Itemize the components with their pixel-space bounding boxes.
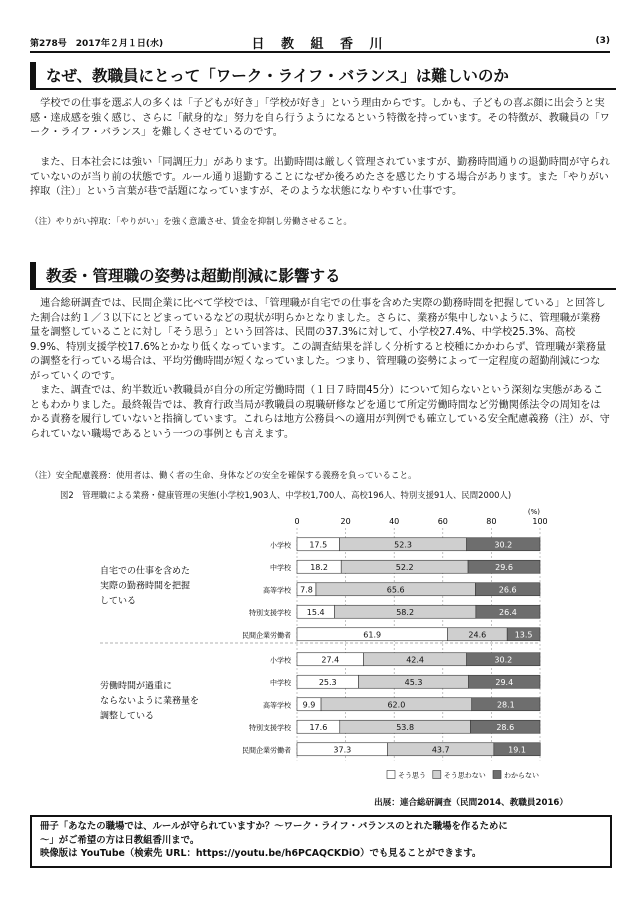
legend-label: そう思わない — [443, 771, 486, 780]
category-label: 特別支援学校 — [249, 723, 291, 732]
data-label: 7.8 — [300, 585, 313, 595]
newspaper-title: 日 教 組 香 川 — [251, 37, 389, 52]
group-label: 調整している — [100, 711, 155, 722]
category-label: 高等学校 — [263, 701, 291, 710]
section1-paragraph-2: また、日本社会には強い「同調圧力」があります。出勤時間は厳しく管理されていますが、勤務時間通りの退勤時間が守られていないのが当り前の状態です。ルール通り退勤することになぜか後ろめたさを感じたりする場合があります。また「やりがい搾取（注）」という言葉が巷で話題になっていますが、そのような状態になりやすい仕事です。 — [30, 157, 610, 198]
x-tick-label: 80 — [486, 517, 497, 526]
section1-heading — [30, 62, 616, 90]
stacked-bar-chart — [60, 508, 560, 793]
section1-paragraph-1: 学校での仕事を選ぶ人の多くは「子どもが好き」「学校が好き」という理由からです。しかも、子どもの喜ぶ顔に出会うと実感・達成感を強く感じ、さらに「献身的な」努力を自ら行うようになるという特徴を持っています。その特徴が、教職員の「ワーク・ライフ・バランス」を難しくさせているのです。 — [30, 98, 610, 139]
legend-label: そう思う — [398, 771, 426, 780]
data-label: 24.6 — [468, 630, 487, 640]
data-label: 43.7 — [431, 745, 450, 755]
category-label: 特別支援学校 — [249, 608, 291, 617]
data-label: 42.4 — [406, 655, 425, 665]
data-label: 26.4 — [499, 607, 517, 617]
data-label: 28.1 — [496, 700, 515, 710]
data-label: 25.3 — [318, 677, 337, 687]
footer-notice-box — [30, 815, 612, 868]
data-label: 29.6 — [495, 562, 513, 572]
issue-date: 第278号 2017年２月１日(水) — [30, 39, 164, 49]
section1-title: なぜ、教職員にとって「ワーク・ライフ・バランス」は難しいのか — [46, 67, 509, 85]
data-label: 29.4 — [495, 677, 514, 687]
data-label: 61.9 — [363, 630, 382, 640]
section1-note: （注）やりがい搾取：「やりがい」を強く意識させ、賃金を抑制し労働させること。 — [30, 217, 353, 227]
data-label: 62.0 — [387, 700, 406, 710]
data-label: 27.4 — [321, 655, 340, 665]
category-label: 中学校 — [270, 678, 291, 687]
category-label: 小学校 — [270, 541, 291, 550]
data-label: 18.2 — [310, 562, 329, 572]
group-label: 実際の勤務時間を把握 — [100, 581, 191, 592]
page-number: (3) — [595, 36, 610, 46]
section2-title: 教委・管理職の姿勢は超勤削減に影響する — [46, 267, 341, 285]
x-tick-label: 60 — [437, 517, 448, 526]
data-label: 9.9 — [302, 700, 316, 710]
data-label: 37.3 — [333, 745, 352, 755]
data-label: 15.4 — [306, 607, 325, 617]
category-label: 中学校 — [270, 563, 291, 572]
footer-line-1: 冊子「あなたの職場では、ルールが守られていますか？〜ワーク・ライフ・バランスのとれた職場を作るために — [40, 821, 508, 832]
data-label: 26.6 — [498, 585, 517, 595]
data-label: 28.6 — [496, 722, 515, 732]
category-label: 民間企業労働者 — [242, 746, 291, 755]
category-label: 小学校 — [270, 656, 291, 665]
data-label: 13.5 — [514, 630, 533, 640]
legend-swatch — [433, 771, 441, 779]
section2-heading — [30, 262, 616, 290]
x-tick-label: 0 — [294, 517, 300, 526]
x-tick-label: 40 — [389, 517, 400, 526]
data-label: 17.5 — [309, 540, 328, 550]
axis-unit-label: (%) — [527, 508, 540, 516]
data-label: 52.3 — [394, 540, 412, 550]
group-label: 労働時間が過重に — [100, 681, 173, 692]
legend-label: わからない — [504, 771, 539, 780]
footer-line-3: 映像版は YouTube（検索先 URL：https://youtu.be/h6PCAQCKDiO）でも見ることができます。 — [40, 848, 482, 859]
data-label: 53.8 — [396, 722, 415, 732]
group-label: ならないように業務量を — [100, 696, 200, 707]
group-label: 自宅での仕事を含めた — [100, 566, 191, 577]
section2-paragraph-2: また、調査では、約半数近い教職員が自分の所定労働時間（１日７時間45分）について知らないという深刻な実態があることもわかりました。最終報告では、教育行政当局が教職員の現職研修などを通じて所定労働時間など労働関係法令の周知をはかる責務を履行していないと指摘しています。これらは地方公務員への適用が判例でも確立している安全配慮義務（注）が、守られていない職場であるという一つの事例とも言えます。 — [30, 385, 610, 440]
data-label: 45.3 — [404, 677, 423, 687]
x-tick-label: 20 — [340, 517, 351, 526]
group-label: している — [100, 596, 137, 607]
data-label: 19.1 — [508, 745, 526, 755]
section2-note: （注）安全配慮義務：使用者は、働く者の生命、身体などの安全を確保する義務を負っていること。 — [30, 471, 417, 481]
legend-swatch — [387, 771, 395, 779]
footer-line-2: 〜」がご希望の方は日教組香川まで。 — [40, 834, 200, 846]
chart-title: 図2 管理職による業務・健康管理の実態(小学校1,903人、中学校1,700人、高校196人、特別支援91人、民間2000人) — [60, 490, 512, 500]
data-label: 17.6 — [309, 722, 328, 732]
data-label: 30.2 — [494, 655, 513, 665]
data-label: 30.2 — [494, 540, 513, 550]
x-tick-label: 100 — [532, 517, 548, 526]
legend-swatch — [493, 771, 501, 779]
data-label: 58.2 — [396, 607, 415, 617]
category-label: 民間企業労働者 — [242, 631, 291, 640]
data-label: 65.6 — [386, 585, 405, 595]
chart-source: 出展：連合総研調査（民間2014、教職員2016） — [374, 798, 568, 808]
data-label: 52.2 — [395, 562, 414, 572]
page-header — [30, 35, 610, 53]
section2-paragraph-1: 連合総研調査では、民間企業に比べて学校では、「管理職が自宅での仕事を含めた実際の勤務時間を把握している」と回答した割合は約１／３以下にとどまっているなどの現状が明らかとなりました。さらに、業務が集中しないように、管理職が業務量を調整していることに対し「そう思う」という回答は、民間の37.3%に対して、小学校27.4%、中学校25.3%、高校9.9%、特別支援学校17.6%とかなり低くなっています。この調査結果を詳しく分析すると校種にかかわらず、管理職が業務量の調整を行っている場合は、平均労働時間が短くなっていました。つまり、管理職の姿勢によって一定程度の超勤削減につながっていくのです。 — [30, 298, 607, 382]
category-label: 高等学校 — [263, 586, 291, 595]
